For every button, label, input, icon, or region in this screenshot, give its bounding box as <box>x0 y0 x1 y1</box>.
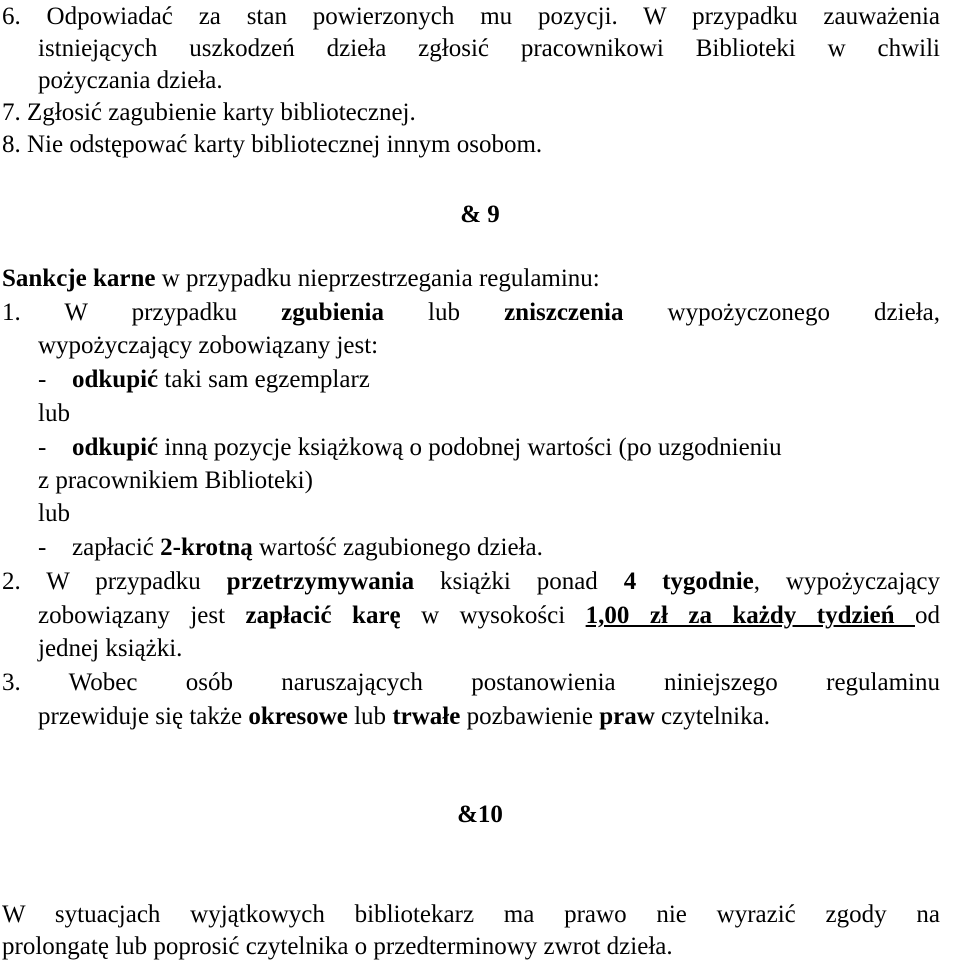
section-10-line-2: prolongatę lub poprosić czytelnika o przedterminowy zwrot dzieła. <box>2 933 673 960</box>
rule-6-line-3: pożyczania dzieła. <box>38 67 223 94</box>
section-10-line-1: W sytuacjach wyjątkowych bibliotekarz ma prawo nie wyrazić zgody na <box>2 901 940 928</box>
sanction-1-line-1: 1. W przypadku zgubienia lub zniszczenia wypożyczonego dzieła, <box>2 299 940 326</box>
sanction-2-line-3: jednej książki. <box>38 635 183 662</box>
section-9-heading: & 9 <box>460 201 500 228</box>
sanction-1-option-2: - odkupić inną pozycje książkową o podobnej wartości (po uzgodnieniu <box>38 434 782 461</box>
sanctions-intro: Sankcje karne w przypadku nieprzestrzegania regulaminu: <box>2 265 600 292</box>
sanction-3-line-1: 3. Wobec osób naruszających postanowienia niniejszego regulaminu <box>2 669 940 696</box>
sanction-3-line-2: przewiduje się także okresowe lub trwałe pozbawienie praw czytelnika. <box>38 703 770 730</box>
sanction-1-option-3: - zapłacić 2-krotną wartość zagubionego dzieła. <box>38 534 543 561</box>
rule-8: 8. Nie odstępować karty bibliotecznej innym osobom. <box>2 131 543 158</box>
sanction-1-option-2-line-2: z pracownikiem Biblioteki) <box>38 467 313 494</box>
rule-6-line-1: 6. Odpowiadać za stan powierzonych mu pozycji. W przypadku zauważenia <box>2 3 940 30</box>
sanction-1-option-1: - odkupić taki sam egzemplarz <box>38 366 370 393</box>
sanction-2-line-1: 2. W przypadku przetrzymywania książki ponad 4 tygodnie, wypożyczający <box>2 568 940 595</box>
sanction-1-or-1: lub <box>38 400 70 427</box>
sanction-1-line-2: wypożyczający zobowiązany jest: <box>38 332 379 359</box>
section-10-heading: &10 <box>457 801 503 828</box>
sanction-1-or-2: lub <box>38 500 70 527</box>
sanction-2-line-2: zobowiązany jest zapłacić karę w wysokości 1,00 zł za każdy tydzień od <box>38 602 940 629</box>
rule-6-line-2: istniejących uszkodzeń dzieła zgłosić pracownikowi Biblioteki w chwili <box>38 35 940 62</box>
rule-7: 7. Zgłosić zagubienie karty bibliotecznej. <box>2 99 416 126</box>
